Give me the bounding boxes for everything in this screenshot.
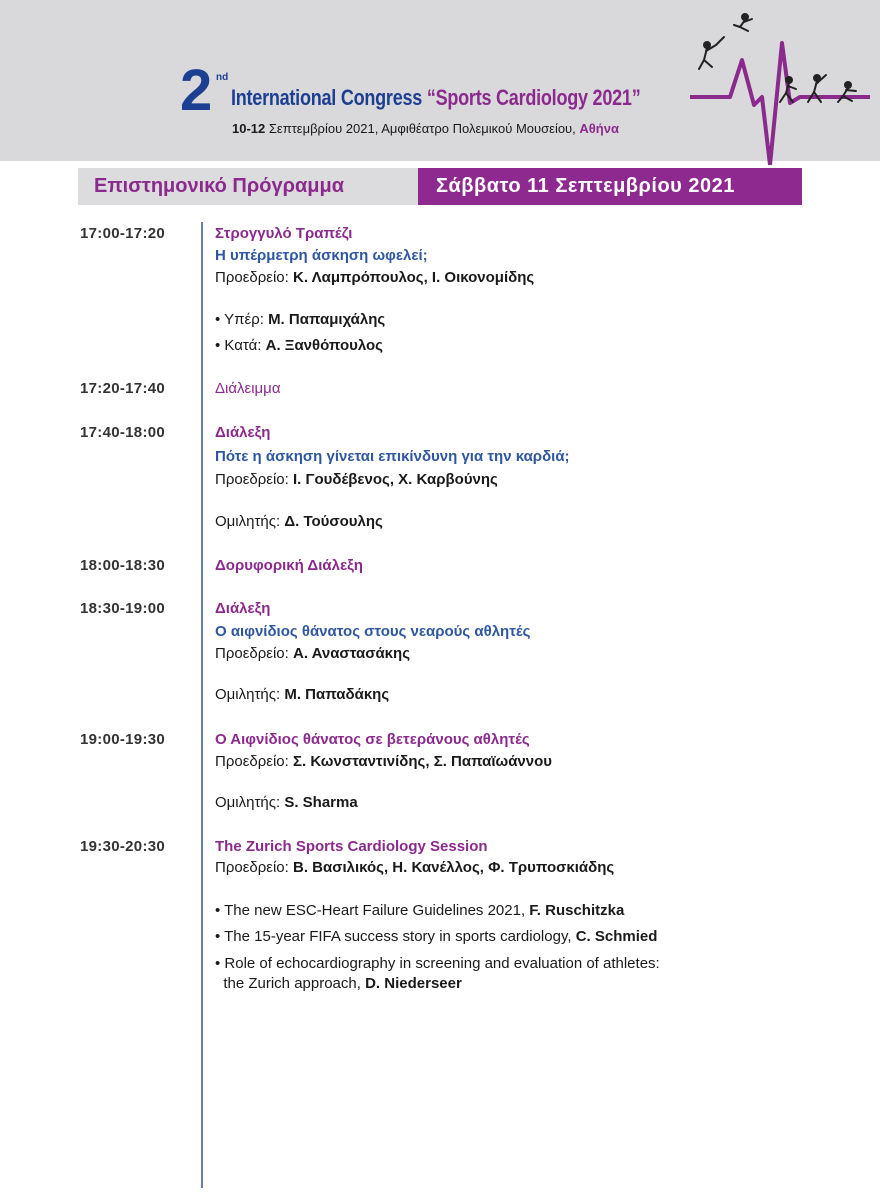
- congress-city: Αθήνα: [579, 121, 619, 136]
- session-time: 19:00-19:30: [80, 731, 166, 748]
- congress-title-main: “Sports Cardiology 2021”: [426, 85, 641, 110]
- session-chairs: [215, 269, 534, 286]
- session-subtitle: Ο αιφνίδιος θάνατος στους νεαρούς αθλητές: [215, 623, 531, 640]
- session-time: 19:30-20:30: [80, 838, 166, 855]
- congress-number: 2: [180, 58, 211, 123]
- session-subtitle: Πότε η άσκηση γίνεται επικίνδυνη για την καρδιά;: [215, 448, 570, 465]
- session-title: Διάλεξη: [215, 424, 271, 441]
- congress-ordinal: nd: [216, 72, 229, 83]
- session-chairs: [215, 859, 614, 876]
- talk-item-continued: [215, 975, 462, 992]
- session-time: 17:00-17:20: [80, 225, 166, 242]
- session-time: 17:20-17:40: [80, 380, 166, 397]
- session-chairs: [215, 753, 552, 770]
- talk-title: • Role of echocardiography in screening and evaluation of athletes:: [215, 955, 660, 972]
- session-subtitle: Η υπέρμετρη άσκηση ωφελεί;: [215, 247, 428, 264]
- speaker-label: Ομιλητής:: [215, 513, 285, 530]
- program-label: Επιστημονικό Πρόγραμμα: [94, 175, 345, 197]
- talk-item: [215, 928, 657, 945]
- speaker-name: Δ. Τούσουλης: [284, 513, 383, 530]
- item-label: • Υπέρ:: [215, 311, 269, 328]
- chairs-names: Β. Βασιλικός, Η. Κανέλλος, Φ. Τρυποσκιάδης: [292, 859, 615, 876]
- talk-speaker: F. Ruschitzka: [529, 902, 625, 919]
- list-item: [215, 337, 383, 354]
- chairs-names: Ι. Γουδέβενος, Χ. Καρβούνης: [292, 471, 498, 488]
- congress-title-prefix: International Congress: [231, 85, 427, 110]
- speaker-label: Ομιλητής:: [215, 686, 285, 703]
- congress-dates: 10-12: [232, 121, 266, 136]
- chairs-names: Κ. Λαμπρόπουλος, Ι. Οικονομίδης: [292, 269, 535, 286]
- talk-speaker: C. Schmied: [575, 928, 658, 945]
- chairs-label: Προεδρείο:: [215, 471, 293, 488]
- item-name: Α. Ξανθόπουλος: [265, 337, 383, 354]
- program-label-box: [78, 168, 418, 207]
- item-name: Μ. Παπαμιχάλης: [268, 311, 386, 328]
- speaker-label: Ομιλητής:: [215, 794, 285, 811]
- talk-title: • The new ESC-Heart Failure Guidelines 2021,: [215, 902, 530, 919]
- session-time: 17:40-18:00: [80, 424, 166, 441]
- session-title: Διάλεξη: [215, 600, 271, 617]
- congress-title: [231, 85, 640, 111]
- session-chairs: [215, 471, 498, 488]
- speaker-name: Μ. Παπαδάκης: [284, 686, 390, 703]
- talk-title: the Zurich approach,: [215, 975, 366, 992]
- program-title-bar: [78, 168, 802, 205]
- chairs-names: Α. Αναστασάκης: [292, 645, 411, 662]
- session-title: Δορυφορική Διάλεξη: [215, 557, 363, 574]
- session-time: 18:00-18:30: [80, 557, 166, 574]
- session-break-title: Διάλειμμα: [215, 380, 281, 397]
- athletes-heartbeat-logo: [690, 5, 880, 165]
- chairs-label: Προεδρείο:: [215, 859, 293, 876]
- chairs-label: Προεδρείο:: [215, 269, 293, 286]
- talk-item: [215, 955, 660, 972]
- session-speaker: [215, 794, 358, 811]
- speaker-name: S. Sharma: [284, 794, 358, 811]
- timeline-divider: [201, 222, 203, 1188]
- talk-item: [215, 902, 624, 919]
- congress-subtitle: [232, 121, 619, 136]
- talk-title: • The 15-year FIFA success story in sports cardiology,: [215, 928, 576, 945]
- item-label: • Κατά:: [215, 337, 266, 354]
- list-item: [215, 311, 385, 328]
- session-chairs: [215, 645, 410, 662]
- session-time: 18:30-19:00: [80, 600, 166, 617]
- session-title: Ο Αιφνίδιος θάνατος σε βετεράνους αθλητές: [215, 731, 530, 748]
- session-title: Στρογγυλό Τραπέζι: [215, 225, 353, 242]
- session-speaker: [215, 513, 383, 530]
- session-speaker: [215, 686, 389, 703]
- session-title: The Zurich Sports Cardiology Session: [215, 838, 488, 855]
- date-label-box: [418, 168, 802, 205]
- chairs-label: Προεδρείο:: [215, 645, 293, 662]
- chairs-label: Προεδρείο:: [215, 753, 293, 770]
- chairs-names: Σ. Κωνσταντινίδης, Σ. Παπαϊωάννου: [292, 753, 553, 770]
- heartbeat-line: [690, 43, 870, 165]
- congress-venue: Σεπτεμβρίου 2021, Αμφιθέατρο Πολεμικού Μουσείου,: [265, 121, 580, 136]
- talk-speaker: D. Niederseer: [365, 975, 462, 992]
- date-label: Σάββατο 11 Σεπτεμβρίου 2021: [436, 175, 735, 197]
